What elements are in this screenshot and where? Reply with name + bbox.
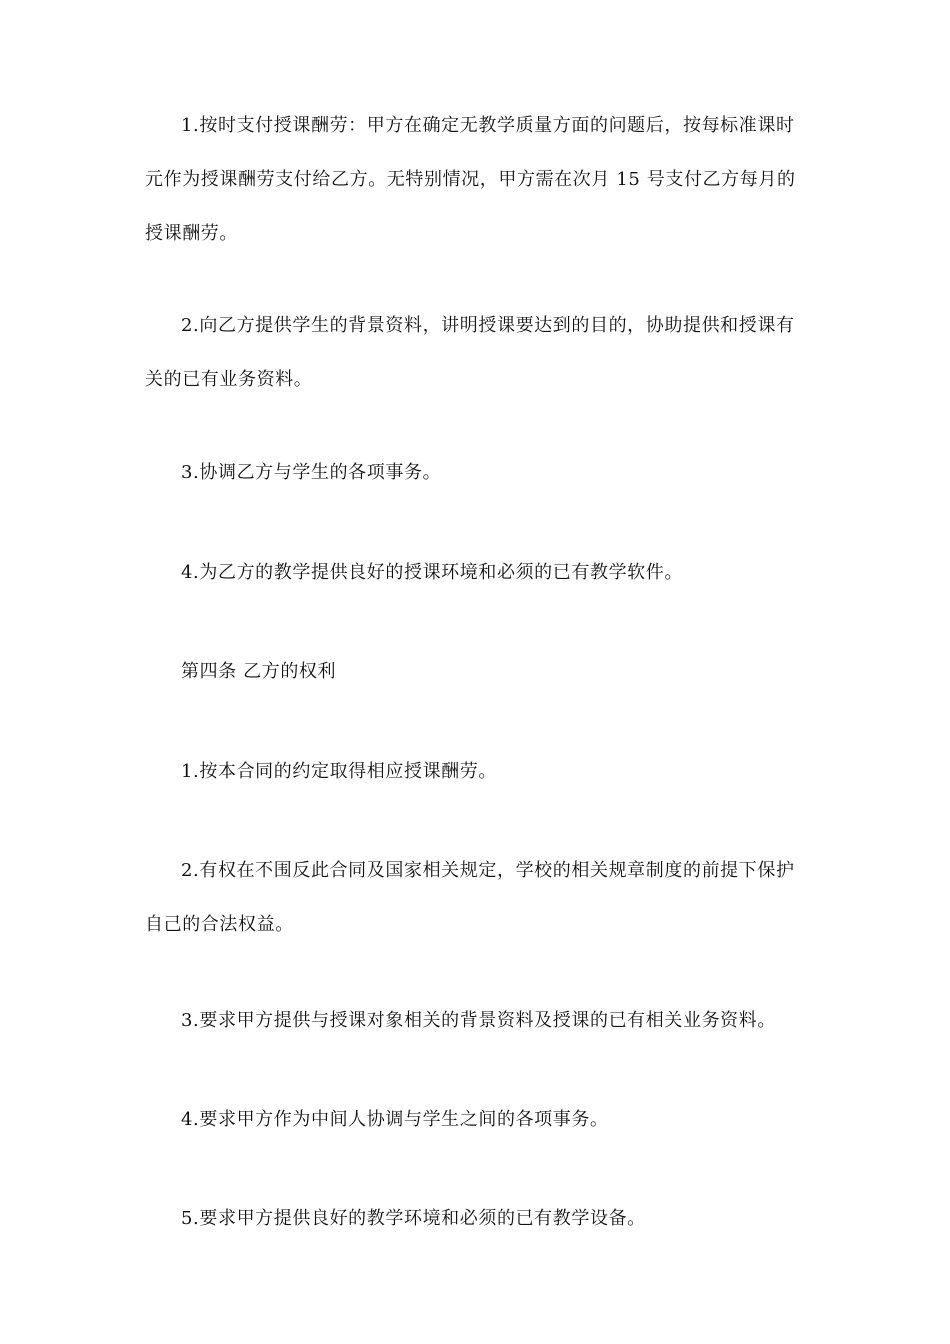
clause-4-item-3: 3.要求甲方提供与授课对象相关的背景资料及授课的已有相关业务资料。 xyxy=(181,1010,776,1031)
clause-3-item-1: 1.按时支付授课酬劳：甲方在确定无教学质量方面的问题后，按每标准课时 元作为授课酬劳支付给乙方。无特别情况，甲方需在次月 15 号支付乙方每月的授课酬劳。 xyxy=(145,115,796,244)
clause-4-item-2: 2.有权在不围反此合同及国家相关规定，学校的相关规章制度的前提下保护自己的合法权益。 xyxy=(145,860,795,935)
clause-3-item-3: 3.协调乙方与学生的各项事务。 xyxy=(181,462,442,483)
section-heading: 第四条 乙方的权利 xyxy=(181,661,337,682)
clause-3-item-4: 4.为乙方的教学提供良好的授课环境和必须的已有教学软件。 xyxy=(181,562,683,583)
clause-3-item-2: 2.向乙方提供学生的背景资料，讲明授课要达到的目的，协助提供和授课有关的已有业务资料。 xyxy=(145,315,795,390)
clause-4-item-5: 5.要求甲方提供良好的教学环境和必须的已有教学设备。 xyxy=(181,1208,646,1229)
clause-4-item-4: 4.要求甲方作为中间人协调与学生之间的各项事务。 xyxy=(181,1109,609,1130)
clause-4-item-1: 1.按本合同的约定取得相应授课酬劳。 xyxy=(181,761,497,782)
